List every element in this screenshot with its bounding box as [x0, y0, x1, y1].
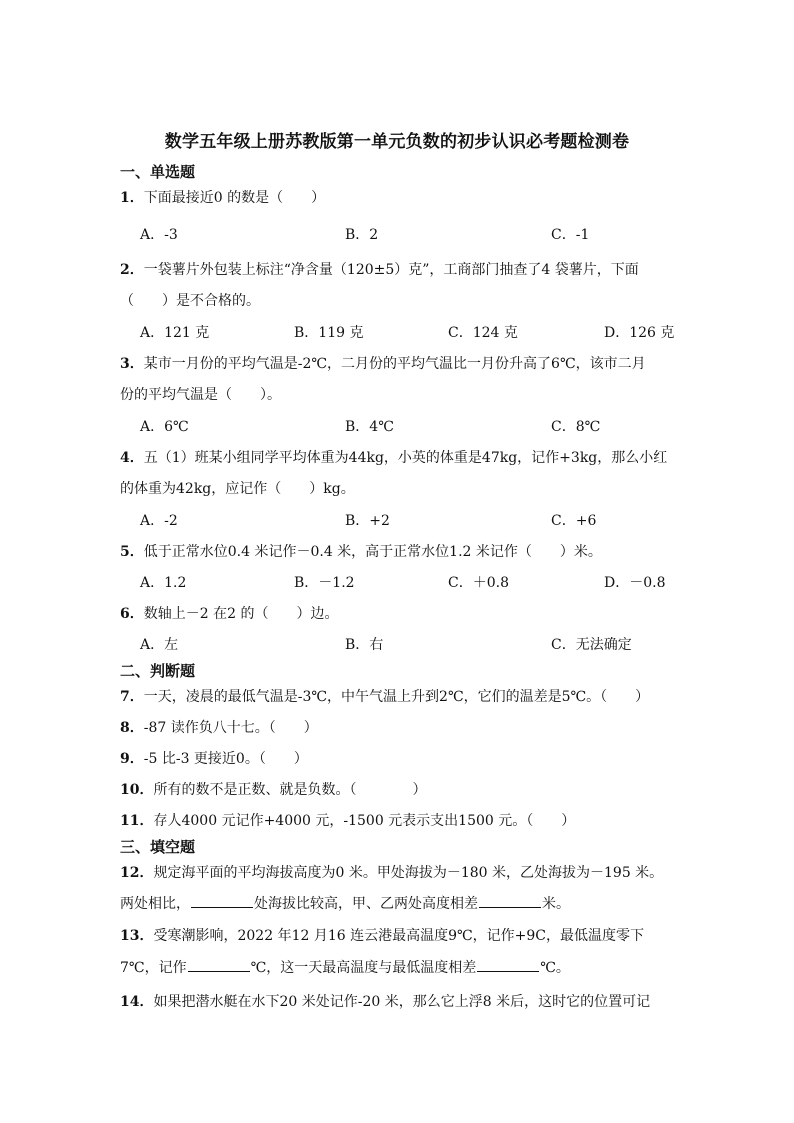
question-2: [120, 259, 639, 279]
question-2-line-2: （ ）是不合格的。: [120, 293, 260, 309]
question-text: 如果把潜水艇在水下20 米处记作-20 米，那么它上浮8 米后，这时它的位置可记: [153, 994, 651, 1010]
question-13-line-2: [120, 957, 570, 977]
question-5: [120, 541, 602, 561]
question-number: 12．: [120, 865, 154, 881]
question-number: 6．: [120, 606, 144, 622]
text-segment: 7℃，记作: [120, 960, 187, 976]
question-text: 某市一月份的平均气温是-2℃，二月份的平均气温比一月份升高了6℃，该市二月: [143, 356, 646, 372]
question-4: [120, 447, 667, 467]
section-heading-true-false: 二、判断题: [120, 662, 196, 680]
option-c: C．+6: [551, 513, 597, 529]
question-text: 所有的数不是正数、就是负数。（ ）: [153, 782, 427, 798]
option-a: A．1.2: [140, 575, 187, 591]
option-a: A．左: [140, 637, 179, 653]
question-text: 低于正常水位0.4 米记作－0.4 米，高于正常水位1.2 米记作（ ）米。: [143, 544, 602, 560]
text-segment: 处海拔比较高，甲、乙两处高度相差: [254, 896, 478, 912]
question-1: [120, 187, 325, 207]
option-b: B．119 克: [294, 325, 364, 341]
text-segment: 米。: [542, 896, 570, 912]
question-number: 9．: [120, 751, 144, 767]
option-c: C．124 克: [448, 325, 518, 341]
question-number: 5．: [120, 544, 144, 560]
section-heading-single-choice: 一、单选题: [120, 163, 196, 181]
question-9: [120, 748, 308, 768]
question-number: 4．: [120, 450, 144, 466]
question-13: [120, 925, 644, 945]
question-text: 受寒潮影响，2022 年12 月16 连云港最高温度9℃，记作+9C，最低温度零下: [153, 928, 645, 944]
question-number: 10．: [120, 782, 154, 798]
question-3-line-2: 份的平均气温是（ ）。: [120, 387, 281, 403]
question-number: 3．: [120, 356, 144, 372]
option-c: C．＋0.8: [448, 575, 509, 591]
question-number: 8．: [120, 720, 144, 736]
option-d: D．126 克: [604, 325, 675, 341]
question-3: [120, 353, 646, 373]
question-text: 一天，凌晨的最低气温是-3℃，中午气温上升到2℃，它们的温差是5℃。（ ）: [143, 689, 650, 705]
question-8: [120, 717, 318, 737]
question-6: [120, 603, 338, 623]
question-text: 存人4000 元记作+4000 元，-1500 元表示支出1500 元。（ ）: [153, 813, 576, 829]
answer-blank[interactable]: [191, 893, 253, 908]
option-c: C．-1: [551, 227, 590, 243]
question-12-line-2: [120, 893, 570, 913]
option-b: B．右: [345, 637, 384, 653]
option-d: D．－0.8: [604, 575, 666, 591]
answer-blank[interactable]: [188, 957, 250, 972]
option-a: A．121 克: [140, 325, 210, 341]
question-14: [120, 991, 650, 1011]
page-title: 数学五年级上册苏教版第一单元负数的初步认识必考题检测卷: [164, 132, 630, 152]
text-segment: ℃，这一天最高温度与最低温度相差: [250, 960, 477, 976]
text-segment: 两处相比，: [120, 896, 190, 912]
option-a: A．-2: [140, 513, 178, 529]
question-text: 一袋薯片外包装上标注“净含量（120±5）克”，工商部门抽查了4 袋薯片，下面: [143, 262, 639, 278]
text-segment: ℃。: [540, 960, 570, 976]
question-text: 五（1）班某小组同学平均体重为44kg，小英的体重是47kg，记作+3kg，那么小红: [143, 450, 668, 466]
question-number: 11．: [120, 813, 154, 829]
question-12: [120, 862, 663, 882]
question-text: -87 读作负八十七。（ ）: [143, 720, 318, 736]
question-4-line-2: 的体重为42kg，应记作（ ）kg。: [120, 481, 355, 497]
question-10: [120, 779, 426, 799]
question-text: 规定海平面的平均海拔高度为0 米。甲处海拔为－180 米，乙处海拔为－195 米。: [153, 865, 664, 881]
question-text: 下面最接近0 的数是（ ）: [143, 190, 326, 206]
question-text: 数轴上－2 在2 的（ ）边。: [143, 606, 339, 622]
question-number: 2．: [120, 262, 144, 278]
answer-blank[interactable]: [477, 957, 539, 972]
option-b: B．2: [345, 227, 379, 243]
question-text: -5 比-3 更接近0。（ ）: [143, 751, 308, 767]
option-a: A．-3: [140, 227, 178, 243]
option-c: C．8℃: [551, 419, 601, 435]
option-b: B．4℃: [345, 419, 394, 435]
option-a: A．6℃: [140, 419, 189, 435]
question-7: [120, 686, 649, 706]
answer-blank[interactable]: [479, 893, 541, 908]
question-number: 7．: [120, 689, 144, 705]
question-number: 13．: [120, 928, 154, 944]
option-c: C．无法确定: [551, 637, 632, 653]
question-number: 1．: [120, 190, 144, 206]
question-number: 14．: [120, 994, 154, 1010]
option-b: B．－1.2: [294, 575, 355, 591]
section-heading-fill-blank: 三、填空题: [120, 838, 196, 856]
question-11: [120, 810, 575, 830]
option-b: B．+2: [345, 513, 390, 529]
